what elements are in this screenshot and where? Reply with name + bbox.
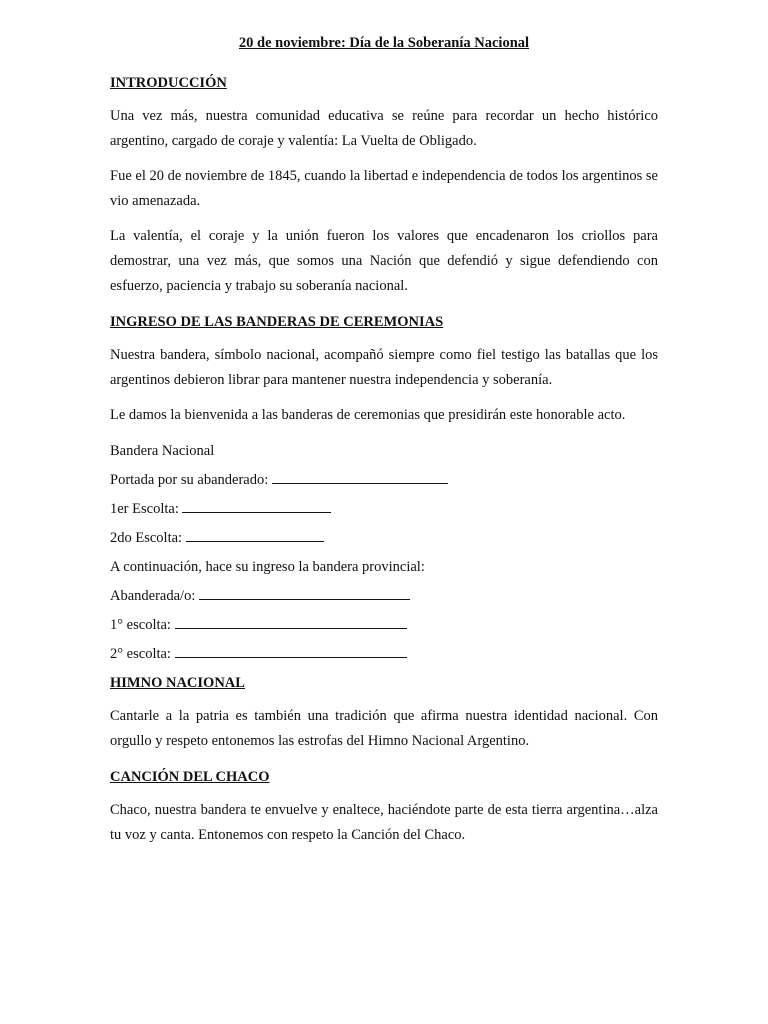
intro-paragraph-1: Una vez más, nuestra comunidad educativa se reúne para recordar un hecho histórico argentino, cargado de coraje y valentía: La Vuelta de Obligado. (110, 108, 658, 149)
cancion-paragraph-1: Chaco, nuestra bandera te envuelve y enaltece, haciéndote parte de esta tierra argentina…alza tu voz y canta. Entonemos con respeto la Canción del Chaco. (110, 802, 658, 843)
provincial-escolta-1-blank (175, 616, 407, 629)
abanderado-blank (272, 471, 448, 484)
provincial-escolta-1-label: 1° escolta: (110, 617, 171, 633)
bandera-nacional-line (110, 438, 658, 464)
banderas-paragraph-1: Nuestra bandera, símbolo nacional, acompañó siempre como fiel testigo las batallas que los argentinos debieron librar para mantener nuestra independencia y soberanía. (110, 347, 658, 388)
section-heading-cancion: CANCIÓN DEL CHACO (110, 769, 270, 785)
primer-escolta-line (110, 496, 658, 522)
page-title: 20 de noviembre: Día de la Soberanía Nacional (238, 35, 530, 51)
provincial-escolta-2-line (110, 641, 658, 667)
document-page (110, 30, 658, 858)
himno-paragraph-1: Cantarle a la patria es también una tradición que afirma nuestra identidad nacional. Con orgullo y respeto entonemos las estrofas del Himno Nacional Argentino. (110, 708, 658, 749)
primer-escolta-label: 1er Escolta: (110, 501, 179, 517)
bandera-nacional-label: Bandera Nacional (110, 443, 215, 459)
intro-paragraph-3: La valentía, el coraje y la unión fueron los valores que encadenaron los criollos para demostrar, una vez más, que somos una Nación que defendió y sigue defendiendo con esfuerzo, paciencia y trabajo su soberanía nacional. (110, 228, 658, 294)
abanderado-line (110, 467, 658, 493)
segundo-escolta-blank (186, 529, 324, 542)
provincial-escolta-2-label: 2° escolta: (110, 646, 171, 662)
bandera-provincial-line (110, 554, 658, 580)
section-heading-banderas: INGRESO DE LAS BANDERAS DE CEREMONIAS (110, 314, 444, 330)
abanderada-provincial-line (110, 583, 658, 609)
intro-paragraph-2: Fue el 20 de noviembre de 1845, cuando la libertad e independencia de todos los argentinos se vio amenazada. (110, 168, 658, 209)
primer-escolta-blank (182, 500, 331, 513)
segundo-escolta-line (110, 525, 658, 551)
abanderada-provincial-label: Abanderada/o: (110, 588, 196, 604)
section-heading-introduccion: INTRODUCCIÓN (110, 75, 227, 91)
abanderado-label: Portada por su abanderado: (110, 472, 269, 488)
provincial-escolta-2-blank (175, 645, 407, 658)
abanderada-provincial-blank (199, 587, 410, 600)
provincial-escolta-1-line (110, 612, 658, 638)
segundo-escolta-label: 2do Escolta: (110, 530, 183, 546)
bandera-provincial-label: A continuación, hace su ingreso la bandera provincial: (110, 559, 425, 575)
banderas-paragraph-2: Le damos la bienvenida a las banderas de ceremonias que presidirán este honorable acto. (110, 407, 626, 423)
section-heading-himno: HIMNO NACIONAL (110, 675, 245, 691)
